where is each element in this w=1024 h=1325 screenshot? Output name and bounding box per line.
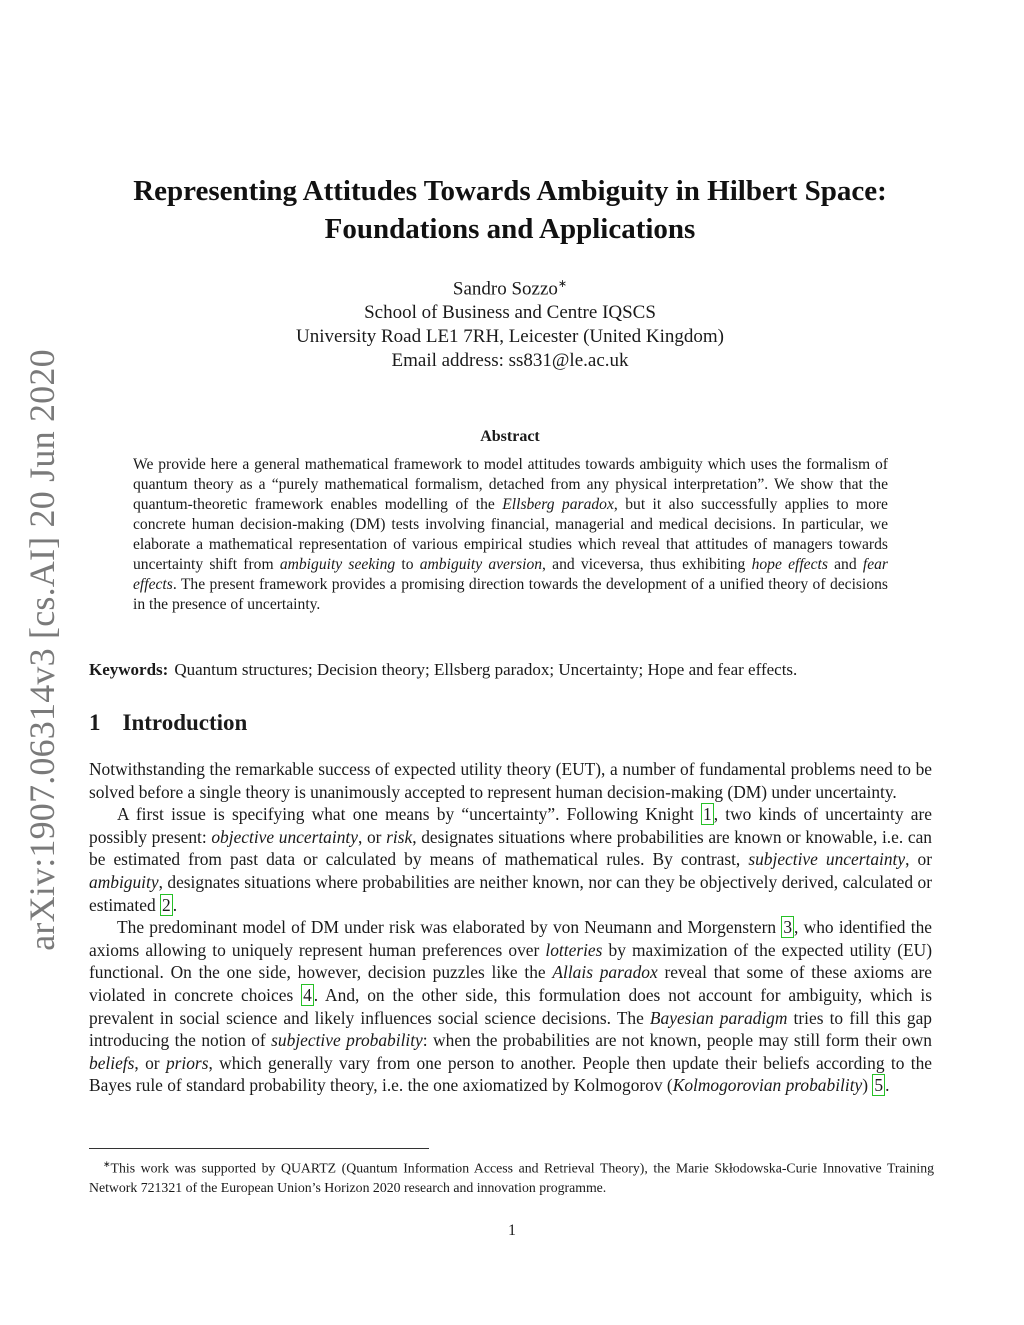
abstract-emphasis: hope effects (751, 556, 828, 573)
paragraph-3 (89, 916, 932, 1097)
abstract-text: to (395, 556, 420, 573)
author-address: University Road LE1 7RH, Leicester (United Kingdom) (296, 326, 724, 348)
emphasis-text: objective uncertainty (211, 826, 358, 847)
author-block (150, 272, 870, 373)
paragraph-text: , two kinds of uncertainty are possibly present: (89, 804, 932, 847)
abstract-text: , and viceversa, thus exhibiting (542, 556, 752, 573)
paragraph-text: A first issue is specifying what one means by “uncertainty”. Following Knight (117, 804, 701, 825)
footnote (89, 1155, 934, 1197)
paragraph-text: : when the probabilities are not known, people may still form their own (422, 1030, 932, 1051)
paragraph-2 (89, 803, 932, 916)
arxiv-identifier-stamp: arXiv:1907.06314v3 [cs.AI] 20 Jun 2020 (22, 349, 62, 951)
paragraph-text: reveal that some of these axioms are violated in concrete choices (89, 962, 932, 1005)
paragraph-text: . (172, 894, 178, 915)
section-title: Introduction (122, 710, 248, 735)
author-name-text: Sandro Sozzo (452, 278, 558, 300)
abstract-heading: Abstract (480, 428, 540, 445)
emphasis-text: Bayesian paradigm (649, 1007, 788, 1028)
abstract-body (133, 455, 888, 615)
author-footnote-mark: ∗ (557, 278, 568, 290)
citation-link[interactable]: 3 (783, 917, 793, 938)
abstract-emphasis: fear effects (133, 556, 888, 593)
paragraph-text: . (885, 1075, 890, 1096)
author-name (150, 272, 870, 301)
introduction-body (89, 758, 932, 1097)
paragraph-text: by maximization of the expected utility (EU) functional. On the one side, however, decision puzzles like the (89, 939, 932, 983)
paragraph-text: ) (862, 1075, 873, 1096)
keywords-line (89, 660, 939, 680)
abstract-emphasis: Ellsberg paradox (502, 496, 614, 513)
emphasis-text: ambiguity (89, 871, 159, 892)
emphasis-text: Kolmogorovian probability (672, 1075, 863, 1096)
abstract-text: and (827, 556, 863, 573)
paragraph-text: , or (134, 1052, 166, 1073)
emphasis-text: beliefs (89, 1052, 135, 1073)
abstract-text: , but it also successfully applies to more concrete human decision-making (DM) tests involving financial, managerial and medical decisions. In particular, we elaborate a mathematical representation of various empirical studies which reveal that attitudes of managers towards uncertainty shift from (133, 496, 888, 573)
abstract-emphasis: ambiguity aversion (419, 556, 543, 573)
footnote-text: This work was supported by QUARTZ (Quantum Information Access and Retrieval Theory), the Marie Skłodowska-Curie Innovative Training Network 721321 of the European Union’s Horizon 2020 research and innovation programme. (89, 1160, 934, 1195)
emphasis-text: subjective probability (271, 1030, 423, 1051)
author-affiliation: School of Business and Centre IQSCS (364, 302, 656, 324)
paragraph-text: tries to fill this gap introducing the notion of (89, 1007, 932, 1051)
citation-link[interactable]: 4 (303, 984, 312, 1005)
emphasis-text: Allais paradox (552, 962, 658, 983)
paper-title: Representing Attitudes Towards Ambiguity in Hilbert Space: Foundations and Applications (133, 175, 887, 245)
section-number: 1 (89, 710, 101, 735)
abstract-emphasis: ambiguity seeking (279, 556, 396, 573)
citation-link[interactable]: 1 (702, 804, 712, 825)
paragraph-text: . And, on the other side, this formulation does not account for ambiguity, which is prevalent in social science and likely influences social science decisions. The (89, 984, 932, 1028)
emphasis-text: priors (165, 1052, 209, 1073)
paragraph-text: , or (357, 826, 387, 847)
page-number: 1 (508, 1222, 516, 1239)
paragraph-text: , who identified the axioms allowing to uniquely represent human preferences over (89, 917, 932, 960)
footnote-mark: ∗ (103, 1159, 111, 1169)
abstract-text: . The present framework provides a promising direction towards the development of a unified theory of decisions in the presence of uncertainty. (133, 576, 888, 613)
emphasis-text: lotteries (545, 939, 603, 960)
paragraph-text: The predominant model of DM under risk was elaborated by von Neumann and Morgenstern (117, 917, 782, 938)
emphasis-text: risk (386, 826, 413, 847)
keywords-text: Quantum structures; Decision theory; Ellsberg paradox; Uncertainty; Hope and fear effects. (174, 660, 798, 679)
author-email: Email address: ss831@le.ac.uk (391, 350, 629, 372)
paragraph-text: , designates situations where probabilities are neither known, nor can they be objectively derived, calculated or estimated (89, 871, 932, 915)
citation-link[interactable]: 2 (162, 894, 171, 915)
paragraph-1: Notwithstanding the remarkable success of expected utility theory (EUT), a number of fundamental problems need to be solved before a single theory is unanimously accepted to represent human decision-making (DM) under uncertainty. (89, 759, 932, 802)
paragraph-text: , which generally vary from one person to another. People then update their beliefs according to the Bayes rule of standard probability theory, i.e. the one axiomatized by Kolmogorov ( (89, 1052, 932, 1096)
citation-link[interactable]: 5 (874, 1075, 884, 1096)
emphasis-text: subjective uncertainty (748, 849, 906, 870)
paragraph-text: , or (905, 849, 932, 870)
abstract-text: We provide here a general mathematical framework to model attitudes towards ambiguity which uses the formalism of quantum theory as a “purely mathematical formalism, detached from any physical interpretation”. We show that the quantum-theoretic framework enables modelling of the (133, 456, 888, 513)
section-heading (89, 710, 247, 736)
keywords-label: Keywords: (89, 660, 169, 679)
footnote-divider (89, 1148, 429, 1149)
paragraph-text: , designates situations where probabilities are known or knowable, i.e. can be estimated from past data or calculated by means of mathematical rules. By contrast, (89, 826, 932, 870)
